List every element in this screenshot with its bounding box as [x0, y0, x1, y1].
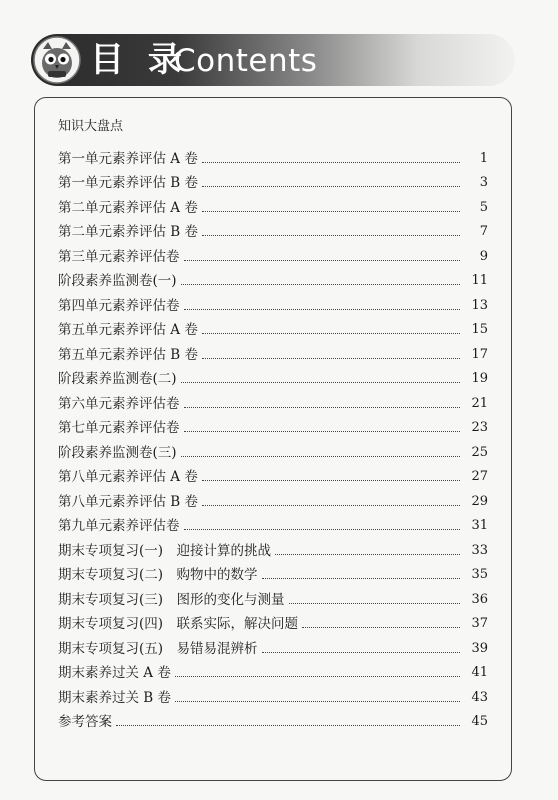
section-label: 知识大盘点 — [58, 119, 124, 134]
toc-list — [58, 143, 488, 731]
toc-entry — [58, 658, 488, 683]
dot-leader — [116, 725, 460, 726]
toc-entry-page: 9 — [479, 248, 488, 264]
page-title-en: Contents — [174, 43, 318, 79]
toc-entry-page: 39 — [471, 640, 488, 656]
dot-leader — [302, 627, 460, 628]
toc-entry-label: 期末专项复习(四) 联系实际，解决问题 — [58, 616, 299, 632]
dot-leader — [202, 186, 460, 187]
toc-entry — [58, 437, 488, 462]
toc-entry — [58, 535, 488, 560]
toc-entry-page: 29 — [471, 493, 488, 509]
dot-leader — [202, 235, 460, 236]
toc-entry — [58, 413, 488, 438]
toc-entry — [58, 682, 488, 707]
page-title-cn: 目 录 — [90, 40, 188, 80]
toc-entry — [58, 609, 488, 634]
toc-entry-label: 第八单元素养评估 A 卷 — [58, 469, 198, 485]
toc-entry-label: 第二单元素养评估 B 卷 — [58, 224, 199, 240]
dot-leader — [181, 456, 460, 457]
toc-entry-label: 第八单元素养评估 B 卷 — [58, 493, 199, 510]
toc-entry — [58, 633, 488, 658]
toc-entry — [58, 388, 488, 413]
toc-entry-page: 27 — [471, 469, 488, 484]
toc-entry — [58, 584, 488, 609]
toc-entry-page: 1 — [479, 150, 488, 166]
toc-entry-page: 15 — [471, 322, 488, 337]
toc-entry-label: 第一单元素养评估 A 卷 — [58, 150, 198, 167]
toc-entry — [58, 192, 488, 217]
toc-entry-page: 33 — [471, 542, 488, 558]
toc-entry-page: 45 — [471, 714, 488, 729]
dot-leader — [184, 431, 461, 432]
toc-entry-page: 31 — [471, 518, 488, 533]
toc-entry — [58, 217, 488, 242]
dot-leader — [181, 382, 460, 383]
toc-entry-label: 第六单元素养评估卷 — [58, 395, 180, 412]
dot-leader — [202, 162, 460, 163]
toc-entry-page: 37 — [471, 616, 488, 631]
toc-entry-label: 阶段素养监测卷(一) — [58, 273, 177, 289]
toc-entry-page: 3 — [479, 175, 488, 190]
dot-leader — [184, 407, 461, 408]
toc-entry — [58, 364, 488, 389]
toc-entry-page: 5 — [479, 199, 488, 215]
toc-entry-label: 第五单元素养评估 A 卷 — [58, 322, 198, 338]
toc-entry-page: 43 — [471, 689, 488, 705]
toc-entry-label: 第一单元素养评估 B 卷 — [58, 175, 199, 191]
toc-entry-page: 19 — [471, 371, 488, 386]
dot-leader — [184, 309, 461, 310]
toc-entry — [58, 168, 488, 193]
toc-entry-page: 36 — [471, 591, 488, 607]
dot-leader — [202, 505, 460, 506]
dot-leader — [202, 358, 460, 359]
toc-entry-label: 第二单元素养评估 A 卷 — [58, 199, 198, 216]
dot-leader — [184, 260, 461, 261]
toc-entry-label: 参考答案 — [58, 714, 112, 730]
toc-entry-label: 期末专项复习(一) 迎接计算的挑战 — [58, 542, 272, 559]
toc-entry-label: 第九单元素养评估卷 — [58, 518, 180, 534]
dot-leader — [175, 701, 460, 702]
toc-entry — [58, 315, 488, 340]
toc-entry-label: 期末素养过关 A 卷 — [58, 665, 171, 681]
dot-leader — [202, 333, 460, 334]
toc-entry-label: 阶段素养监测卷(三) — [58, 444, 177, 461]
owl-mascot-icon — [33, 36, 81, 84]
toc-entry-page: 23 — [471, 420, 488, 435]
dot-leader — [262, 578, 460, 579]
dot-leader — [202, 211, 460, 212]
toc-entry — [58, 241, 488, 266]
dot-leader — [184, 529, 461, 530]
toc-entry — [58, 143, 488, 168]
toc-entry-page: 25 — [471, 444, 488, 460]
toc-entry-label: 期末专项复习(二) 购物中的数学 — [58, 567, 258, 583]
toc-entry-label: 第三单元素养评估卷 — [58, 248, 180, 265]
toc-entry-label: 第四单元素养评估卷 — [58, 297, 180, 314]
toc-entry-label: 第七单元素养评估卷 — [58, 420, 180, 436]
toc-entry-page: 35 — [471, 567, 488, 582]
toc-entry — [58, 339, 488, 364]
toc-entry-page: 17 — [471, 346, 488, 362]
toc-entry — [58, 560, 488, 585]
toc-entry — [58, 511, 488, 536]
toc-entry-label: 阶段素养监测卷(二) — [58, 371, 177, 387]
toc-entry-label: 第五单元素养评估 B 卷 — [58, 346, 199, 363]
toc-entry — [58, 486, 488, 511]
dot-leader — [181, 284, 460, 285]
toc-entry-page: 41 — [471, 665, 488, 680]
dot-leader — [175, 676, 460, 677]
dot-leader — [289, 603, 460, 604]
dot-leader — [275, 554, 460, 555]
toc-entry — [58, 462, 488, 487]
toc-entry-page: 13 — [471, 297, 488, 313]
toc-entry — [58, 266, 488, 291]
toc-entry — [58, 290, 488, 315]
dot-leader — [262, 652, 460, 653]
toc-entry-page: 21 — [471, 395, 488, 411]
toc-entry — [58, 707, 488, 732]
toc-entry-label: 期末素养过关 B 卷 — [58, 689, 172, 706]
toc-entry-label: 期末专项复习(五) 易错易混辨析 — [58, 640, 258, 657]
toc-entry-page: 7 — [479, 224, 488, 239]
toc-entry-label: 期末专项复习(三) 图形的变化与测量 — [58, 591, 285, 608]
dot-leader — [202, 480, 460, 481]
toc-entry-page: 11 — [471, 273, 488, 288]
